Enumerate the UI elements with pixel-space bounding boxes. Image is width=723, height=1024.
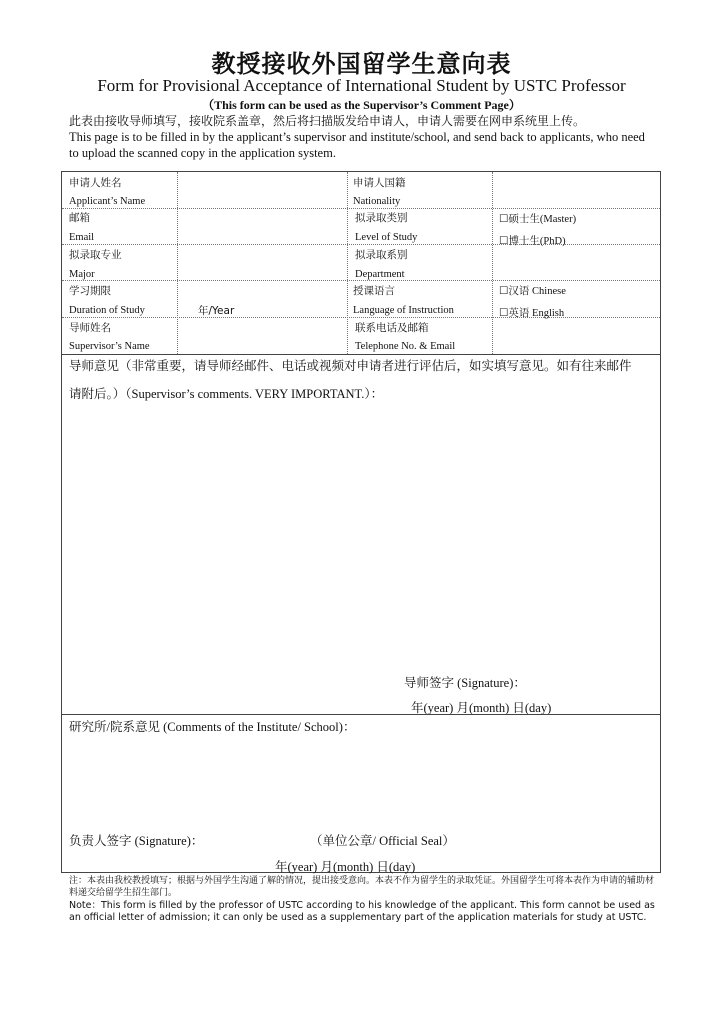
institute-signature-date: 年(year) 月(month) 日(day): [275, 860, 416, 874]
duration-label-cn: 学习期限: [69, 285, 111, 297]
phd-checkbox[interactable]: ☐博士生(PhD): [499, 236, 566, 247]
applicant-name-field[interactable]: [179, 173, 345, 207]
form-subtitle: （This form can be used as the Supervisor’s Comment Page）: [202, 98, 521, 112]
duration-label-en: Duration of Study: [69, 305, 145, 316]
email-field[interactable]: [179, 209, 345, 243]
email-label-cn: 邮箱: [69, 212, 90, 224]
official-seal-label: （单位公章/ Official Seal）: [310, 834, 455, 848]
level-of-study-label-en: Level of Study: [355, 232, 418, 243]
footnote-english: Note：This form is filled by the professor of USTC according to his knowledge of the applicant. This form cannot be used as an official letter of admission; it can only be used as a supplementary part of the application materials for study at USTC.: [69, 900, 655, 923]
contact-label-cn: 联系电话及邮箱: [355, 322, 429, 334]
master-checkbox[interactable]: ☐硕士生(Master): [499, 214, 577, 225]
supervisor-comments-label-cont: 请附后。）（Supervisor’s comments. VERY IMPORTANT.）：: [69, 387, 384, 401]
institute-signature-label: 负责人签字 (Signature)：: [69, 834, 204, 848]
institute-comments-area[interactable]: [66, 737, 656, 827]
supervisor-signature-label: 导师签字 (Signature)：: [404, 676, 526, 690]
contact-label-en: Telephone No. & Email: [355, 341, 456, 352]
major-label-en: Major: [69, 269, 95, 280]
supervisor-comments-area[interactable]: [66, 407, 656, 667]
intro-text-english: This page is to be filled in by the applicant’s supervisor and institute/school, and send back to applicants, who need to upload the scanned copy in the application system.: [69, 130, 645, 160]
applicant-name-label-cn: 申请人姓名: [69, 177, 122, 189]
footnote-chinese: 注：本表由我校教授填写；根据与外国学生沟通了解的情况，提出接受意向。本表不作为留学生的录取凭证。外国留学生可将本表作为申请的辅助材料递交给留学生招生部门。: [69, 876, 655, 898]
english-language-checkbox[interactable]: ☐英语 English: [499, 308, 565, 319]
supervisor-name-label-cn: 导师姓名: [69, 322, 111, 334]
applicant-name-label-en: Applicant’s Name: [69, 196, 146, 207]
nationality-field[interactable]: [494, 173, 658, 207]
supervisor-name-label-en: Supervisor’s Name: [69, 341, 150, 352]
major-field[interactable]: [179, 245, 345, 279]
supervisor-comments-label: 导师意见（非常重要，请导师经邮件、电话或视频对申请者进行评估后，如实填写意见。如有往来邮件: [69, 359, 632, 373]
grid-divider: [492, 172, 493, 354]
application-form: [61, 171, 661, 873]
supervisor-name-field[interactable]: [179, 318, 345, 353]
level-of-study-label-cn: 拟录取类别: [355, 212, 408, 224]
form-title-english: Form for Provisional Acceptance of International Student by USTC Professor: [97, 76, 626, 95]
duration-year-field[interactable]: 年/Year: [198, 305, 235, 317]
nationality-label-cn: 申请人国籍: [353, 177, 406, 189]
section-divider: [62, 354, 660, 355]
supervisor-signature-date: 年(year) 月(month) 日(day): [411, 701, 552, 715]
grid-divider: [347, 172, 348, 354]
institute-comments-label: 研究所/院系意见 (Comments of the Institute/ School)：: [69, 720, 356, 734]
grid-divider: [177, 172, 178, 354]
language-label-cn: 授课语言: [353, 285, 395, 297]
department-label-cn: 拟录取系别: [355, 249, 408, 261]
major-label-cn: 拟录取专业: [69, 249, 122, 261]
intro-text-chinese: 此表由接收导师填写，接收院系盖章，然后将扫描版发给申请人，申请人需要在网申系统里上传。: [69, 114, 586, 128]
section-divider: [62, 714, 660, 715]
department-field[interactable]: [494, 245, 658, 279]
nationality-label-en: Nationality: [353, 196, 401, 207]
form-title-chinese: 教授接收外国留学生意向表: [211, 50, 512, 78]
email-label-en: Email: [69, 232, 95, 243]
chinese-language-checkbox[interactable]: ☐汉语 Chinese: [499, 286, 566, 297]
contact-field[interactable]: [494, 318, 658, 353]
department-label-en: Department: [355, 269, 405, 280]
language-label-en: Language of Instruction: [353, 305, 454, 316]
